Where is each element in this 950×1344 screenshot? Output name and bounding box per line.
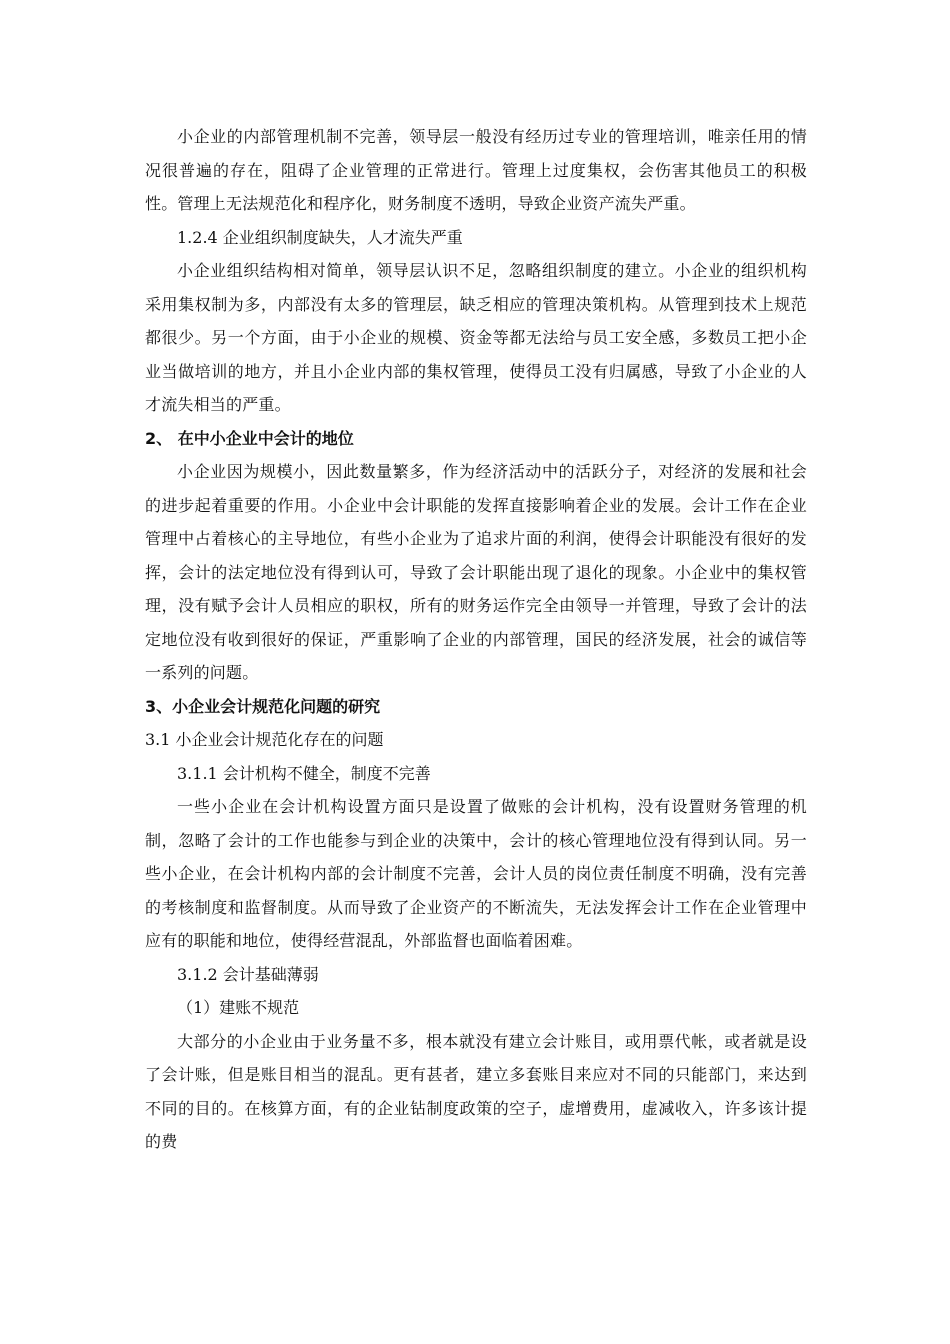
paragraph-accounting-institutions: 一些小企业在会计机构设置方面只是设置了做账的会计机构，没有设置财务管理的机制，忽略了会计的工作也能参与到企业的决策中，会计的核心管理地位没有得到认同。另一些小企业，在会计机构内部的会计制度不完善，会计人员的岗位责任制度不明确，没有完善的考核制度和监督制度。从而导致了企业资产的不断流失，无法发挥会计工作在企业管理中应有的职能和地位，使得经营混乱，外部监督也面临着困难。: [145, 797, 807, 950]
subheading-3-1-2: 3.1.2 会计基础薄弱: [177, 964, 319, 984]
paragraph-internal-management: 小企业的内部管理机制不完善，领导层一般没有经历过专业的管理培训，唯亲任用的情况很普遍的存在，阻碍了企业管理的正常进行。管理上过度集权，会伤害其他员工的积极性。管理上无法规范化和程序化，财务制度不透明，导致企业资产流失严重。: [145, 127, 807, 213]
subheading-1-2-4: 1.2.4 企业组织制度缺失，人才流失严重: [177, 227, 463, 247]
paragraph-account-setup: 大部分的小企业由于业务量不多，根本就没有建立会计账目，或用票代帐，或者就是设了会计账，但是账目相当的混乱。更有甚者，建立多套账目来应对不同的只能部门，来达到不同的目的。在核算方面，有的企业钻制度政策的空子，虚增费用，虚减收入，许多该计提的费: [145, 1031, 807, 1151]
subheading-3-1: 3.1 小企业会计规范化存在的问题: [145, 730, 384, 749]
document-body: [145, 120, 807, 1159]
heading-section-2: 2、 在中小企业中会计的地位: [145, 428, 354, 448]
subheading-account-setup: （1）建账不规范: [177, 998, 300, 1017]
paragraph-accounting-status: 小企业因为规模小，因此数量繁多，作为经济活动中的活跃分子，对经济的发展和社会的进步起着重要的作用。小企业中会计职能的发挥直接影响着企业的发展。会计工作在企业管理中占着核心的主导地位，有些小企业为了追求片面的利润，使得会计职能没有很好的发挥，会计的法定地位没有得到认可，导致了会计职能出现了退化的现象。小企业中的集权管理，没有赋予会计人员相应的职权，所有的财务运作完全由领导一并管理，导致了会计的法定地位没有收到很好的保证，严重影响了企业的内部管理，国民的经济发展，社会的诚信等一系列的问题。: [145, 462, 807, 682]
heading-section-3: 3、小企业会计规范化问题的研究: [145, 696, 381, 716]
subheading-3-1-1: 3.1.1 会计机构不健全，制度不完善: [177, 763, 431, 783]
paragraph-organization: 小企业组织结构相对简单，领导层认识不足，忽略组织制度的建立。小企业的组织机构采用集权制为多，内部没有太多的管理层，缺乏相应的管理决策机构。从管理到技术上规范都很少。另一个方面，由于小企业的规模、资金等都无法给与员工安全感，多数员工把小企业当做培训的地方，并且小企业内部的集权管理，使得员工没有归属感，导致了小企业的人才流失相当的严重。: [145, 261, 807, 414]
